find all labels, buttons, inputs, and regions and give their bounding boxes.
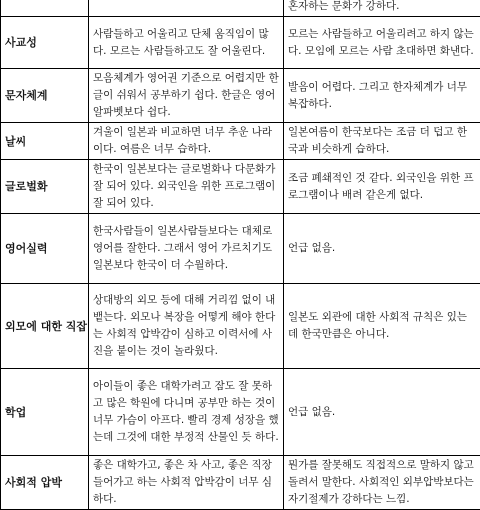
table-row [1,456,480,510]
korea-cell: 아이들이 좋은 대학가려고 잠도 잘 못하고 많은 학원에 다니며 공부만 하는 것이 너무 가슴이 아프다. 빨리 경제 성장을 했는데 그것에 대한 부정적 산물인 듯 하다. [89,369,284,456]
korea-cell: 한국이 일본보다는 글로벌화나 다문화가 잘 되어 있다. 외국인을 위한 프로그램이 잘 되어 있다. [89,160,284,214]
table-row [1,214,480,284]
japan-cell: 언급 없음. [284,369,480,456]
category-cell: 외모에 대한 직잡 [1,284,89,369]
table-row [1,369,480,456]
japan-cell: 뭔가를 잘못해도 직접적으로 말하지 않고 돌려서 말한다. 사회적인 외부압박보다는 자기절제가 강하다는 느낌. [284,456,480,510]
korea-cell: 모음체계가 영어권 기준으로 어렵지만 한글이 쉬워서 공부하기 쉽다. 한글은 영어 알파벳보다 쉽다. [89,69,284,123]
japan-cell: 발음이 어렵다. 그리고 한자체계가 너무 복잡하다. [284,69,480,123]
table-row [1,123,480,160]
category-cell: 문자체계 [1,69,89,123]
table-row [1,69,480,123]
korea-cell: 겨울이 일본과 비교하면 너무 추운 나라이다. 여름은 너무 습하다. [89,123,284,160]
japan-cell: 일본도 외관에 대한 사회적 규칙은 있는데 한국만큼은 아니다. [284,284,480,369]
category-cell: 사회적 압박 [1,456,89,510]
category-cell [1,0,89,17]
table-row [1,284,480,369]
japan-cell: 일본여름이 한국보다는 조금 더 덥고 한국과 비슷하게 습하다. [284,123,480,160]
korea-cell: 사람들하고 어울리고 단체 움직임이 많다. 모르는 사람들하고도 잘 어울린다. [89,17,284,69]
category-cell: 영어실력 [1,214,89,284]
category-cell: 학업 [1,369,89,456]
korea-cell: 한국사람들이 일본사람들보다는 대체로 영어를 잘한다. 그래서 영어 가르치기도 일본보다 한국이 더 수월하다. [89,214,284,284]
japan-cell: 언급 없음. [284,214,480,284]
category-cell: 날씨 [1,123,89,160]
category-cell: 사교성 [1,17,89,69]
korea-cell: 상대방의 외모 등에 대해 거리낌 없이 내뱉는다. 외모나 복장을 어떻게 해야 한다는 사회적 압박감이 심하고 이력서에 사진을 붙이는 것이 놀라웠다. [89,284,284,369]
japan-cell: 혼자하는 문화가 강하다. [284,0,480,17]
korea-cell: 좋은 대학가고, 좋은 차 사고, 좋은 직장 들어가고 하는 사회적 압박감이 너무 심하다. [89,456,284,510]
japan-cell: 모르는 사람들하고 어울리려고 하지 않는다. 모임에 모르는 사람 초대하면 화낸다. [284,17,480,69]
table-row [1,17,480,69]
korea-cell [89,0,284,17]
japan-cell: 조금 폐쇄적인 것 같다. 외국인을 위한 프로그램이나 배려 같은게 없다. [284,160,480,214]
category-cell: 글로벌화 [1,160,89,214]
table-row [1,0,480,17]
table-row [1,160,480,214]
